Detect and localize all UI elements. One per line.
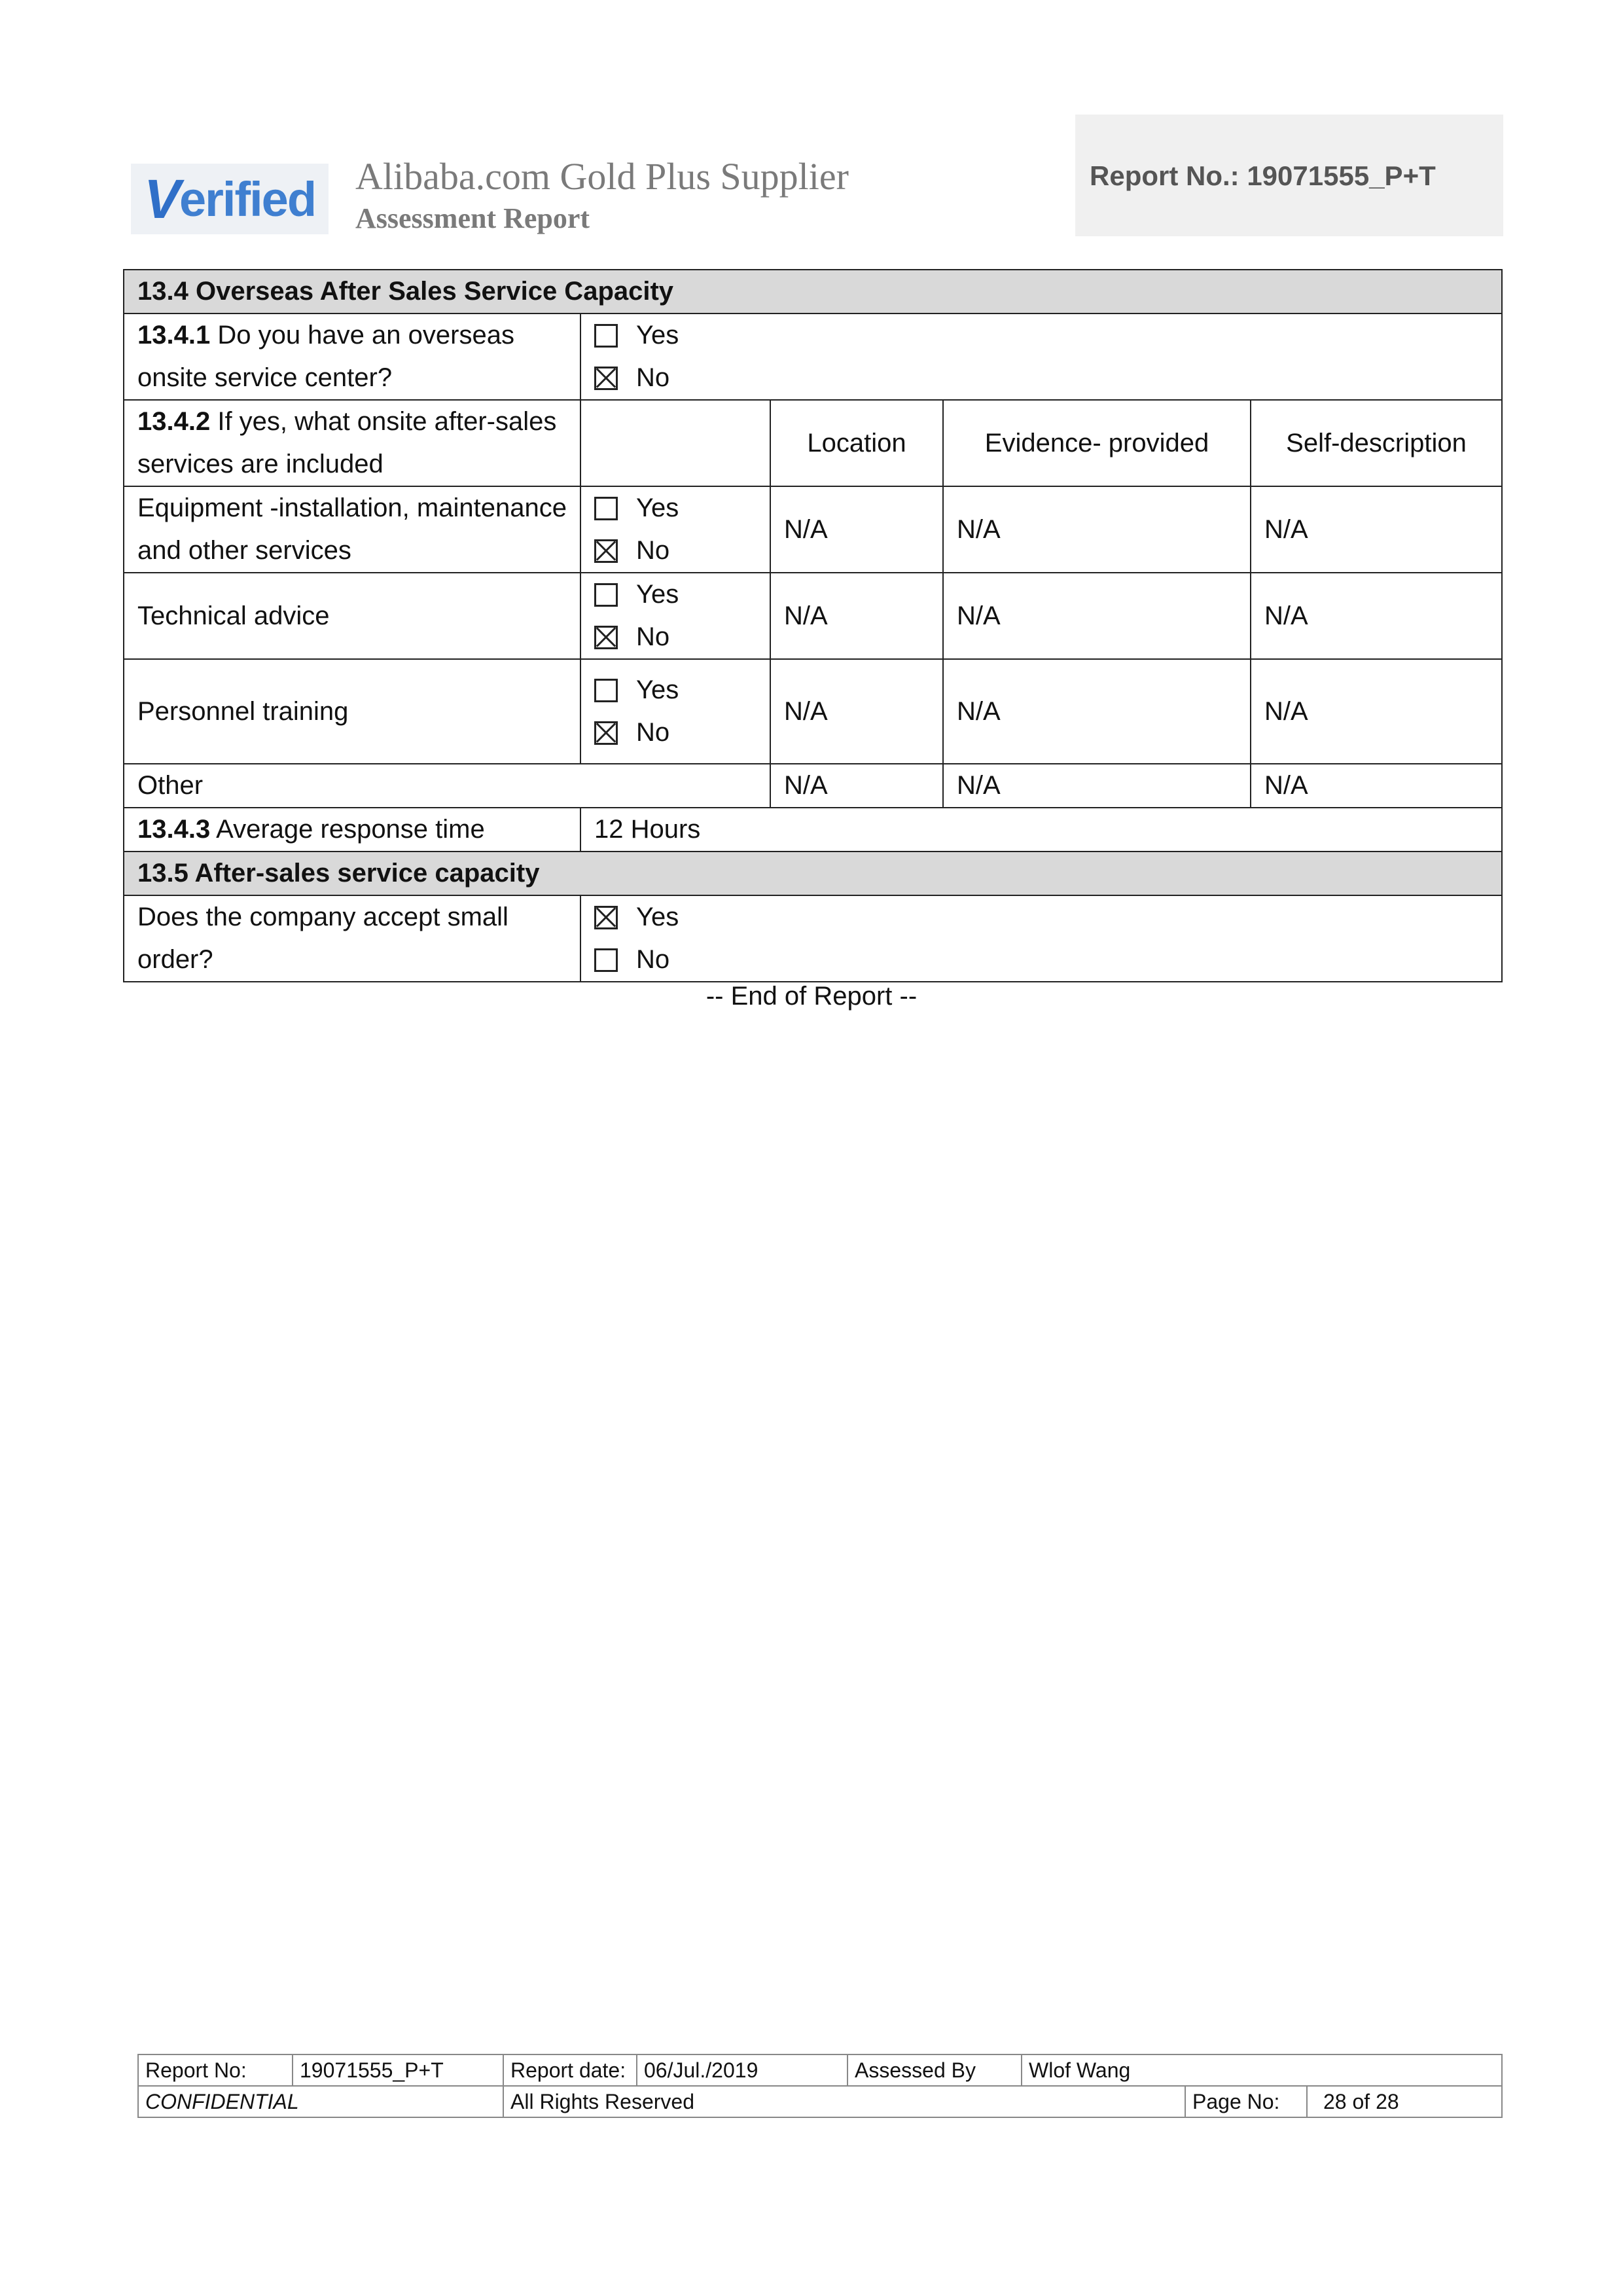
checkbox-label: No	[636, 945, 670, 974]
assessment-table	[123, 269, 1503, 982]
table-row	[124, 659, 1502, 764]
checkbox-option-no[interactable]	[594, 529, 757, 572]
checkbox-option-yes[interactable]	[594, 896, 1488, 939]
footer-report-date-label: Report date:	[503, 2054, 637, 2086]
checkbox-unchecked-icon[interactable]	[594, 497, 618, 520]
question-text: Average response time	[210, 815, 485, 844]
small-order-question: Does the company accept small order?	[124, 895, 580, 982]
footer-assessed-by-label: Assessed By	[847, 2054, 1022, 2086]
location-cell: N/A	[770, 764, 943, 808]
table-row	[124, 808, 1502, 852]
service-answer	[580, 486, 770, 573]
service-answer	[580, 659, 770, 764]
document-title: Alibaba.com Gold Plus Supplier	[355, 155, 849, 198]
location-cell: N/A	[770, 573, 943, 659]
footer-row	[138, 2086, 1502, 2117]
footer-rights: All Rights Reserved	[503, 2086, 1185, 2117]
section-header-row	[124, 270, 1502, 314]
table-row	[124, 314, 1502, 400]
footer-report-date: 06/Jul./2019	[637, 2054, 847, 2086]
footer-confidential: CONFIDENTIAL	[138, 2086, 503, 2117]
section-13-4-title: 13.4 Overseas After Sales Service Capacity	[124, 270, 1502, 314]
checkbox-option-no[interactable]	[594, 616, 757, 658]
table-row	[124, 486, 1502, 573]
checkbox-checked-icon[interactable]	[594, 906, 618, 929]
report-number-label: Report No.:	[1090, 160, 1240, 191]
checkbox-label: No	[636, 718, 670, 747]
answer-13-4-1	[580, 314, 1502, 400]
empty-header-cell	[580, 400, 770, 486]
report-number-value: 19071555_P+T	[1247, 160, 1436, 191]
evidence-cell: N/A	[943, 659, 1251, 764]
evidence-cell: N/A	[943, 573, 1251, 659]
checkbox-label: No	[636, 622, 670, 651]
checkbox-unchecked-icon[interactable]	[594, 324, 618, 348]
footer-page-number: 28 of 28	[1307, 2086, 1502, 2117]
table-header-row	[124, 400, 1502, 486]
checkbox-option-no[interactable]	[594, 357, 1488, 399]
verified-logo: V erified	[131, 164, 329, 234]
footer-report-no: 19071555_P+T	[293, 2054, 503, 2086]
section-13-5-title: 13.5 After-sales service capacity	[124, 852, 1502, 895]
location-cell: N/A	[770, 659, 943, 764]
checkbox-checked-icon[interactable]	[594, 626, 618, 649]
question-13-4-1	[124, 314, 580, 400]
checkbox-label: Yes	[636, 675, 679, 704]
report-number-box	[1075, 115, 1503, 236]
checkbox-unchecked-icon[interactable]	[594, 679, 618, 702]
table-row	[124, 895, 1502, 982]
table-row	[124, 573, 1502, 659]
service-label: Technical advice	[124, 573, 580, 659]
footer-page-label: Page No:	[1185, 2086, 1307, 2117]
service-label: Equipment -installation, maintenance and other services	[124, 486, 580, 573]
column-header-evidence: Evidence- provided	[943, 400, 1251, 486]
footer-assessor: Wlof Wang	[1022, 2054, 1502, 2086]
evidence-cell: N/A	[943, 764, 1251, 808]
checkbox-option-yes[interactable]	[594, 314, 1488, 357]
checkbox-label: Yes	[636, 903, 679, 931]
self-description-cell: N/A	[1251, 573, 1502, 659]
column-header-location: Location	[770, 400, 943, 486]
question-13-4-2	[124, 400, 580, 486]
checkbox-unchecked-icon[interactable]	[594, 583, 618, 607]
checkbox-unchecked-icon[interactable]	[594, 948, 618, 972]
checkbox-option-yes[interactable]	[594, 669, 757, 711]
section-header-row	[124, 852, 1502, 895]
checkbox-label: No	[636, 363, 670, 392]
checkbox-checked-icon[interactable]	[594, 721, 618, 745]
response-time-value: 12 Hours	[580, 808, 1502, 852]
question-number: 13.4.3	[137, 815, 211, 844]
question-number: 13.4.2	[137, 407, 211, 436]
checkbox-label: No	[636, 536, 670, 565]
checkbox-option-no[interactable]	[594, 711, 757, 754]
self-description-cell: N/A	[1251, 486, 1502, 573]
service-answer	[580, 573, 770, 659]
question-13-4-3	[124, 808, 580, 852]
checkbox-option-no[interactable]	[594, 939, 1488, 981]
checkbox-option-yes[interactable]	[594, 573, 757, 616]
other-label: Other	[124, 764, 770, 808]
checkbox-label: Yes	[636, 580, 679, 609]
end-of-report: -- End of Report --	[705, 982, 918, 1011]
question-text: If yes, what onsite after-sales services are included	[137, 407, 557, 478]
location-cell: N/A	[770, 486, 943, 573]
checkbox-checked-icon[interactable]	[594, 367, 618, 390]
table-row	[124, 764, 1502, 808]
checkbox-option-yes[interactable]	[594, 487, 757, 529]
footer-row	[138, 2054, 1502, 2086]
self-description-cell: N/A	[1251, 764, 1502, 808]
question-number: 13.4.1	[137, 321, 211, 350]
footer-table	[137, 2054, 1503, 2118]
footer-report-no-label: Report No:	[138, 2054, 293, 2086]
small-order-answer	[580, 895, 1502, 982]
checkbox-checked-icon[interactable]	[594, 539, 618, 563]
checkbox-label: Yes	[636, 321, 679, 350]
self-description-cell: N/A	[1251, 659, 1502, 764]
evidence-cell: N/A	[943, 486, 1251, 573]
document-subtitle: Assessment Report	[355, 202, 590, 234]
checkbox-label: Yes	[636, 493, 679, 522]
column-header-self-description: Self-description	[1251, 400, 1502, 486]
service-label: Personnel training	[124, 659, 580, 764]
question-text: Do you have an overseas onsite service center?	[137, 321, 514, 392]
